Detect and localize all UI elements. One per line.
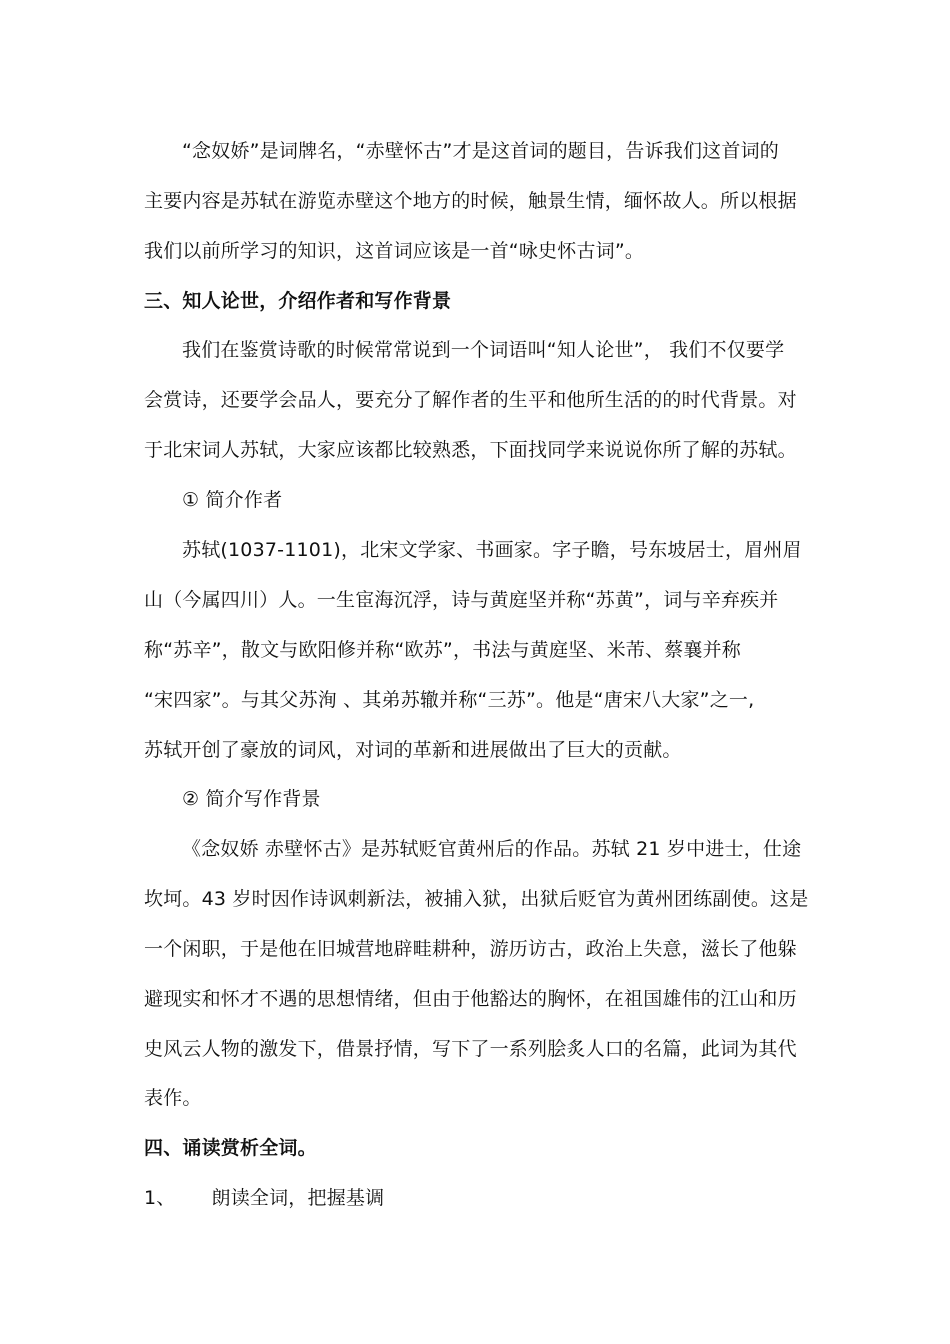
paragraph-2-line-3: 于北宋词人苏轼，大家应该都比较熟悉，下面找同学来说说你所了解的苏轼。 bbox=[144, 439, 797, 461]
list-item bbox=[144, 1185, 384, 1211]
list-item-number: 1、 bbox=[144, 1187, 176, 1209]
paragraph-3-line-3: 称“苏辛”，散文与欧阳修并称“欧苏”，书法与黄庭坚、米芾、蔡襄并称 bbox=[144, 639, 741, 661]
list-item-text: 朗读全词，把握基调 bbox=[211, 1187, 385, 1209]
paragraph-4-line-4: 避现实和怀才不遇的思想情绪，但由于他豁达的胸怀，在祖国雄伟的江山和历 bbox=[144, 988, 797, 1010]
section-heading-3: 三、知人论世，介绍作者和写作背景 bbox=[144, 290, 452, 312]
paragraph-1-line-2: 主要内容是苏轼在游览赤壁这个地方的时候，触景生情，缅怀故人。所以根据 bbox=[144, 190, 797, 212]
paragraph-3-line-1: 苏轼(1037-1101)，北宋文学家、书画家。字子瞻，号东坡居士，眉州眉 bbox=[182, 539, 802, 561]
paragraph-3-line-2: 山（今属四川）人。一生宦海沉浮，诗与黄庭坚并称“苏黄”，词与辛弃疾并 bbox=[144, 589, 779, 611]
paragraph-4-line-3: 一个闲职，于是他在旧城营地辟畦耕种，游历访古，政治上失意，滋长了他躲 bbox=[144, 938, 797, 960]
paragraph-4-line-2: 坎坷。43 岁时因作诗讽刺新法，被捕入狱，出狱后贬官为黄州团练副使。这是 bbox=[144, 888, 809, 910]
paragraph-1-line-3: 我们以前所学习的知识，这首词应该是一首“咏史怀古词”。 bbox=[144, 240, 645, 262]
paragraph-2-line-1: 我们在鉴赏诗歌的时候常常说到一个词语叫“知人论世”， 我们不仅要学 bbox=[182, 339, 785, 361]
paragraph-4-line-6: 表作。 bbox=[144, 1087, 202, 1109]
section-heading-4: 四、诵读赏析全词。 bbox=[144, 1137, 317, 1159]
subheading-background-intro: ② 简介写作背景 bbox=[182, 788, 321, 810]
paragraph-1-line-1: “念奴娇”是词牌名，“赤壁怀古”才是这首词的题目，告诉我们这首词的 bbox=[182, 140, 779, 162]
paragraph-4-line-1: 《念奴娇 赤壁怀古》是苏轼贬官黄州后的作品。苏轼 21 岁中进士，仕途 bbox=[182, 838, 802, 860]
paragraph-2-line-2: 会赏诗，还要学会品人，要充分了解作者的生平和他所生活的的时代背景。对 bbox=[144, 389, 797, 411]
subheading-author-intro: ① 简介作者 bbox=[182, 489, 283, 511]
paragraph-3-line-5: 苏轼开创了豪放的词风，对词的革新和进展做出了巨大的贡献。 bbox=[144, 739, 682, 761]
paragraph-3-line-4: “宋四家”。与其父苏洵 、其弟苏辙并称“三苏”。他是“唐宋八大家”之一, bbox=[144, 689, 755, 711]
paragraph-4-line-5: 史风云人物的激发下，借景抒情，写下了一系列脍炙人口的名篇，此词为其代 bbox=[144, 1038, 797, 1060]
